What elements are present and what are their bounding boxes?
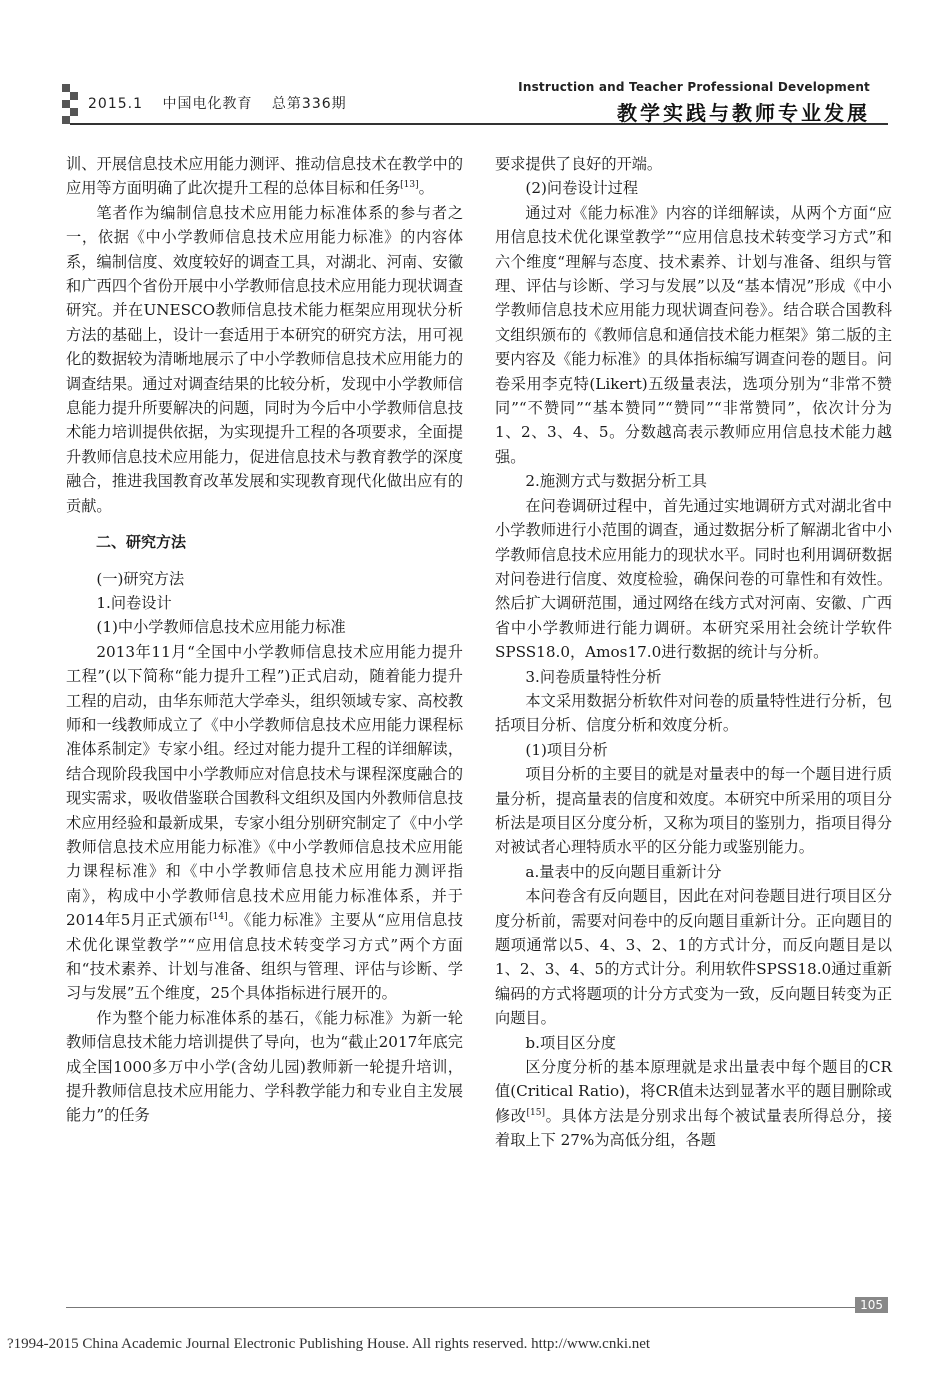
paragraph: 项目分析的主要目的就是对量表中的每一个题目进行质量分析，提高量表的信度和效度。本研究中所采用的项目分析法是项目区分度分析，又称为项目的鉴别力，指项目得分对被试者心理特质水平的区分能力或鉴别能力。 (495, 765, 892, 857)
paragraph: 要求提供了良好的开端。 (495, 155, 663, 173)
subheading: b.项目区分度 (525, 1033, 616, 1052)
paragraph: 本文采用数据分析软件对问卷的质量特性进行分析，包括项目分析、信度分析和效度分析。 (495, 691, 892, 735)
section-heading: 二、研究方法 (96, 533, 187, 552)
subheading: (一)研究方法 (96, 569, 185, 588)
subheading: a.量表中的反向题目重新计分 (525, 862, 722, 881)
paragraph: 区分度分析的基本原理就是求出量表中每个题目的CR值(Critical Ratio)，将CR值未达到显著水平的题目删除或修改[15]。具体方法是分别求出每个被试量表所得总分，接着取上下 27%为高低分组，各题 (495, 1058, 893, 1150)
page-number: 105 (855, 1297, 888, 1313)
header-section-chinese: 教学实践与教师专业发展 (617, 101, 870, 125)
header-journal-name: 中国电化教育 (162, 96, 253, 112)
page-header (0, 0, 950, 125)
header-year-issue: 2015.1 (88, 96, 143, 112)
header-rule (70, 123, 888, 125)
paragraph: 训、开展信息技术应用能力测评、推动信息技术在教学中的应用等方面明确了此次提升工程的总体目标和任务[13]。 (66, 155, 463, 198)
paragraph: 2013年11月“全国中小学教师信息技术应用能力提升工程”(以下简称“能力提升工程”)正式启动，随着能力提升工程的启动，由华东师范大学牵头，组织领域专家、高校教师和一线教师成立了《中小学教师信息技术应用能力课程标准体系制定》专家小组。经过对能力提升工程的详细解读，结合现阶段我国中小学教师应对信息技术与课程深度融合的现实需求，吸收借鉴联合国教科文组织及国内外教师信息技术应用经验和最新成果，专家小组分别研究制定了《中小学教师信息技术应用能力标准》《中小学教师信息技术应用能力课程标准》和《中小学教师信息技术应用能力测评指南》，构成中小学教师信息技术应用能力标准体系，并于2014年5月正式颁布[14]。《能力标准》主要从“应用信息技术优化课堂教学”“应用信息技术转变学习方式”两个方面和“技术素养、计划与准备、组织与管理、评估与诊断、学习与发展”五个维度，25个具体指标进行展开的。 (66, 642, 463, 1003)
subheading: (1)中小学教师信息技术应用能力标准 (96, 618, 346, 637)
paragraph: 本问卷含有反向题目，因此在对问卷题目进行项目区分度分析前，需要对问卷中的反向题目重新计分。正向题目的题项通常以5、4、3、2、1的方式计分，而反向题目是以1、2、3、4、5的方式计分。利用软件SPSS18.0通过重新编码的方式将题项的计分方式变为一致，反向题目转变为正向题目。 (495, 887, 892, 1028)
paragraph: 通过对《能力标准》内容的详细解读，从两个方面“应用信息技术优化课堂教学”“应用信息技术转变学习方式”和六个维度“理解与态度、技术素养、计划与准备、组织与管理、评估与诊断、学习与发展”以及“基本情况”形成《中小学教师信息技术应用能力现状调查问卷》。结合联合国教科文组织颁布的《教师信息和通信技术能力框架》第二版的主要内容及《能力标准》的具体指标编写调查问卷的题目。问卷采用李克特(Likert)五级量表法，选项分别为“非常不赞同”“不赞同”“基本赞同”“赞同”“非常赞同”，依次计分为1、2、3、4、5。分数越高表示教师应用信息技术能力越强。 (495, 203, 892, 466)
header-total-issue: 总第336期 (271, 96, 347, 112)
left-column (66, 152, 463, 1128)
subheading: 1.问卷设计 (96, 593, 172, 612)
paragraph: 作为整个能力标准体系的基石，《能力标准》为新一轮教师信息技术能力培训提供了导向，也为“截止2017年底完成全国1000多万中小学(含幼儿园)教师新一轮提升培训，提升教师信息技术应用能力、学科教学能力和专业自主发展能力”的任务 (66, 1008, 463, 1125)
subheading: 3.问卷质量特性分析 (525, 667, 662, 686)
header-decoration (62, 84, 80, 124)
paragraph: 在问卷调研过程中，首先通过实地调研方式对湖北省中小学教师进行小范围的调查，通过数据分析了解湖北省中小学教师信息技术应用能力的现状水平。同时也利用调研数据对问卷进行信度、效度检验，确保问卷的可靠性和有效性。然后扩大调研范围，通过网络在线方式对河南、安徽、广西省中小学教师进行能力调研。本研究采用社会统计学软件SPSS18.0，Amos17.0进行数据的统计与分析。 (495, 496, 892, 662)
right-column (495, 152, 892, 1153)
paragraph: 笔者作为编制信息技术应用能力标准体系的参与者之一，依据《中小学教师信息技术应用能力标准》的内容体系，编制信度、效度较好的调查工具，对湖北、河南、安徽和广西四个省份开展中小学教师信息技术应用能力现状调查研究。并在UNESCO教师信息技术能力框架应用现状分析方法的基础上，设计一套适用于本研究的研究方法，用可视化的数据较为清晰地展示了中小学教师信息技术应用能力的调查结果。通过对调查结果的比较分析，发现中小学教师信息能力提升所要解决的问题，同时为今后中小学教师信息技术能力培训提供依据，为实现提升工程的各项要求，全面提升教师信息技术应用能力，促进信息技术与教育教学的深度融合，推进我国教育改革发展和实现教育现代化做出应有的贡献。 (66, 203, 463, 515)
subheading: 2.施测方式与数据分析工具 (525, 472, 707, 491)
header-issue-info (88, 93, 361, 113)
copyright-line: ?1994-2015 China Academic Journal Electronic Publishing House. All rights reserved. http://www.cnki.net (7, 1336, 651, 1352)
header-section-english: Instruction and Teacher Professional Development (518, 80, 870, 94)
subheading: (1)项目分析 (525, 740, 608, 759)
subheading: (2)问卷设计过程 (525, 179, 639, 198)
footer-rule (66, 1307, 884, 1308)
